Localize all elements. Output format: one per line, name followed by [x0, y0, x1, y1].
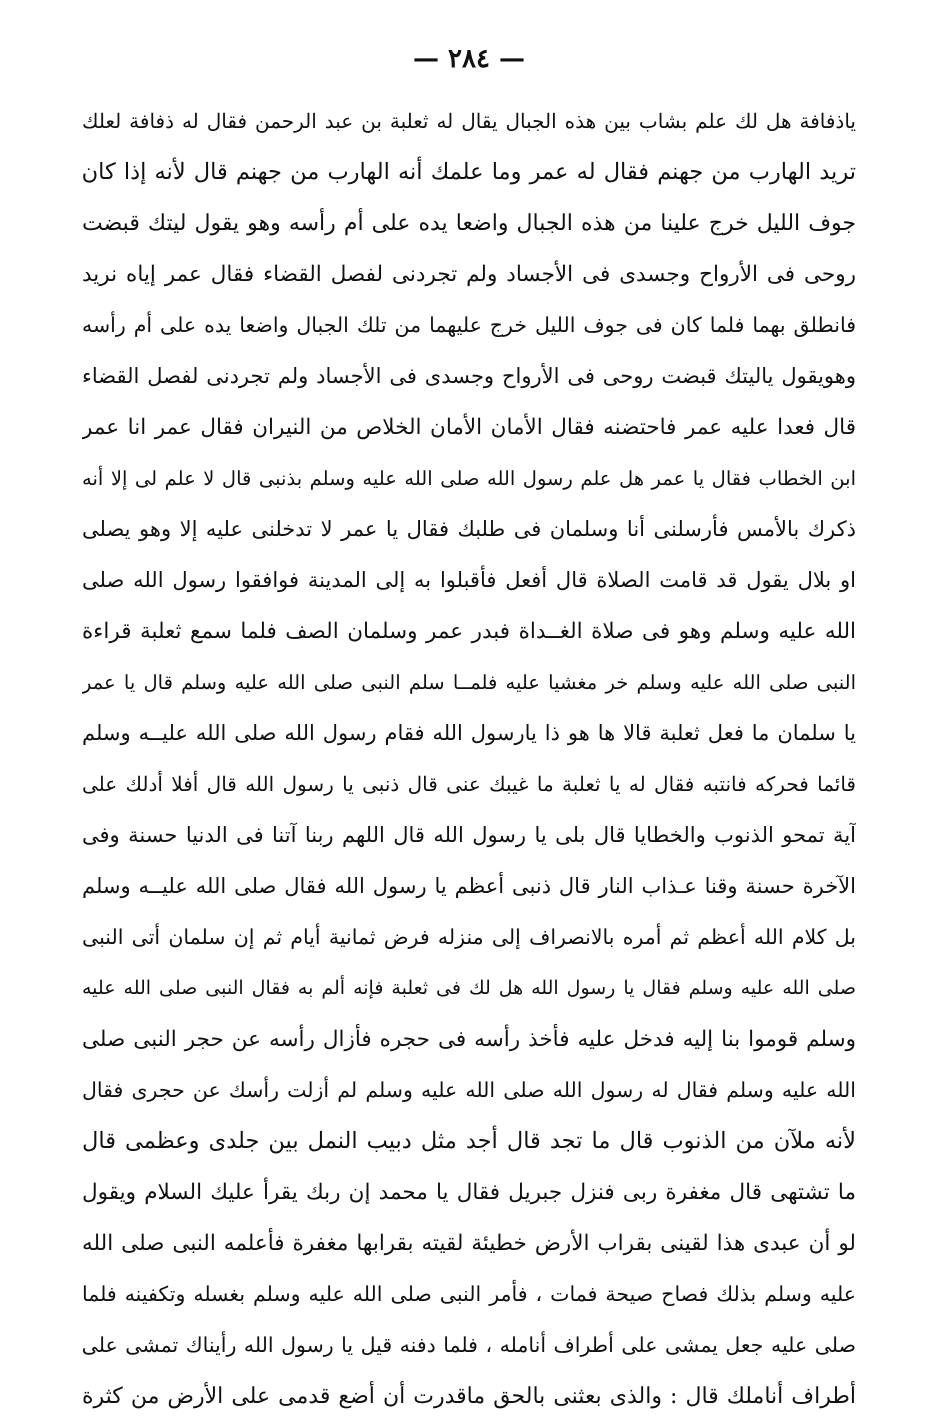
text-line: ياذفافة هل لك علم بشاب بين هذه الجبال يقال له ثعلبة بن عبد الرحمن فقال له ذفافة لعلك [82, 109, 856, 133]
text-line: بل كلام الله أعظم ثم أمره بالانصراف إلى منزله فرض ثمانية أيام ثم إن سلمان أتى النبى [82, 925, 856, 949]
text-line: قال فعدا عليه عمر فاحتضنه فقال الأمان الأمان الخلاص من النيران فقال عمر انا عمر [82, 415, 856, 440]
text-line: الله عليه وسلم فقال له رسول الله صلى الله عليه وسلم لم أزلت رأسك عن حجرى فقال [82, 1078, 856, 1102]
text-line: آية تمحو الذنوب والخطايا قال بلى يا رسول الله قال اللهم ربنا آتنا فى الدنيا حسنة وفى [82, 823, 856, 847]
text-line: لأنه ملآن من الذنوب قال ما تجد قال أجد مثل دبيب النمل بين جلدى وعظمى قال [82, 1128, 856, 1154]
text-line: صلى عليه جعل يمشى على أطراف أنامله ، فلما دفنه قيل يا رسول الله رأيناك تمشى على [82, 1333, 856, 1357]
text-line: ابن الخطاب فقال يا عمر هل علم رسول الله صلى الله عليه وسلم بذنبى قال لا علم لى إلا أنه [82, 467, 856, 490]
text-line: ما تشتهى قال مغفرة ربى فنزل جبريل فقال يا محمد إن ربك يقرأ عليك السلام ويقول [82, 1180, 856, 1205]
body-text [82, 96, 856, 1422]
text-line: وهويقول ياليتك قبضت روحى فى الأرواح وجسدى فى الأجساد ولم تجردنى لفصل القضاء [82, 364, 856, 388]
text-line: او بلال يقول قد قامت الصلاة قال أفعل فأقبلوا به إلى المدينة فوافقوا رسول الله صلى [82, 568, 856, 592]
text-line: الله عليه وسلم وهو فى صلاة الغــداة فبدر عمر وسلمان الصف فلما سمع ثعلبة قراءة [82, 619, 856, 644]
text-line: ذكرك بالأمس فأرسلنى أنا وسلمان فى طلبك فقال يا عمر لا تدخلنى عليه إلا وهو يصلى [82, 517, 856, 541]
text-line: صلى الله عليه وسلم فقال يا رسول الله هل لك فى ثعلبة فإنه ألم به فقال النبى صلى الله عليه [82, 977, 856, 999]
text-line: وسلم قوموا بنا إليه فدخل عليه فأخذ رأسه فى حجره فأزال رأسه عن حجر النبى صلى [82, 1027, 856, 1052]
text-line: الآخرة حسنة وقنا عـذاب النار قال ذنبى أعظم يا رسول الله فقال صلى الله عليــه وسلم [82, 874, 856, 898]
page-number: — ٢٨٤ — [412, 44, 526, 74]
text-line: أطراف أناملك قال : والذى بعثنى بالحق ماقدرت أن أضع قدمى على الأرض من كثرة [82, 1384, 856, 1409]
text-line: جوف الليل خرج علينا من هذه الجبال واضعا يده على أم رأسه وهو يقول ليتك قبضت [82, 211, 856, 236]
text-line: يا سلمان ما فعل ثعلبة قالا ها هو ذا يارسول الله فقام رسول الله صلى الله عليــه وسلم [82, 721, 856, 745]
text-line: عليه وسلم بذلك فصاح صيحة فمات ، فأمر النبى صلى الله عليه وسلم بغسله وتكفينه فلما [82, 1282, 856, 1306]
text-line: لو أن عبدى هذا لقينى بقراب الأرض خطيئة لقيته بقرابها مغفرة فأعلمه النبى صلى الله [82, 1231, 856, 1256]
text-line: فانطلق بهما فلما كان فى جوف الليل خرج عليهما من تلك الجبال واضعا يده على أم رأسه [82, 313, 856, 337]
text-line: النبى صلى الله عليه وسلم خر مغشيا عليه فلمــا سلم النبى صلى الله عليه وسلم قال يا عمر [82, 671, 856, 694]
text-line: تريد الهارب من جهنم فقال له عمر وما علمك أنه الهارب من جهنم قال لأنه إذا كان [82, 159, 856, 185]
text-line: قائما فحركه فانتبه فقال له يا ثعلبة ما غيبك عنى قال ذنبى يا رسول الله قال أفلا أدلك على [82, 772, 856, 796]
text-line: روحى فى الأرواح وجسدى فى الأجساد ولم تجردنى لفصل القضاء فقال عمر إياه نريد [82, 262, 856, 287]
